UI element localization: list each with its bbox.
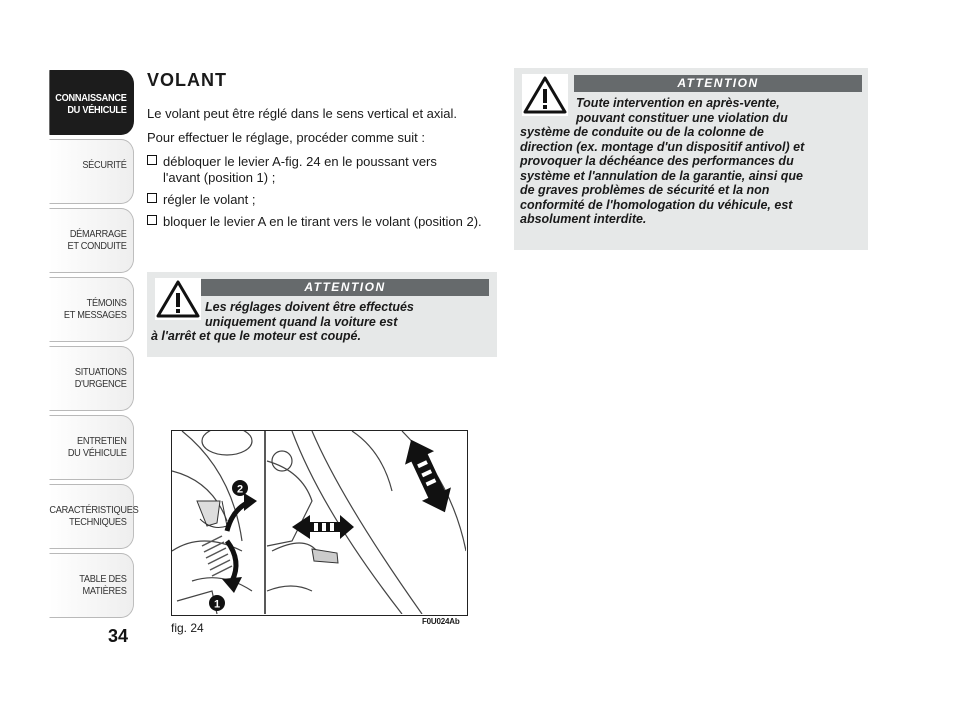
tab-temoins-et-messages[interactable] bbox=[49, 277, 134, 342]
tab-label-line2: D'URGENCE bbox=[74, 379, 127, 390]
warning-box-adjustment bbox=[147, 272, 497, 357]
tab-table-des-matieres[interactable] bbox=[49, 553, 134, 618]
tab-label-line2: ET CONDUITE bbox=[67, 241, 127, 252]
tab-label-line1: SÉCURITÉ bbox=[82, 160, 127, 171]
chapter-tabs bbox=[42, 70, 139, 622]
tab-label-line2: ET MESSAGES bbox=[63, 310, 127, 321]
warning-line: conformité de l'homologation du véhicule, est bbox=[520, 197, 793, 212]
marker-1-label: 1 bbox=[213, 598, 221, 611]
step-text-line1: régler le volant ; bbox=[163, 192, 256, 207]
warning-text bbox=[520, 96, 866, 227]
tab-label-line1: CARACTÉRISTIQUES bbox=[49, 505, 139, 516]
warning-line: de graves problèmes de sécurité et la non bbox=[520, 183, 770, 197]
tab-label-line1: SITUATIONS bbox=[74, 367, 127, 378]
tab-caracteristiques-techniques[interactable] bbox=[49, 484, 139, 549]
tab-entretien-du-vehicule[interactable] bbox=[49, 415, 134, 480]
figure-caption: fig. 24 bbox=[171, 621, 204, 635]
tab-label-line1: CONNAISSANCE bbox=[55, 93, 127, 104]
tab-securite[interactable] bbox=[49, 139, 134, 204]
checkbox-bullet-icon bbox=[147, 155, 157, 165]
checkbox-bullet-icon bbox=[147, 193, 157, 203]
steering-column-illustration bbox=[172, 431, 466, 614]
list-item bbox=[147, 192, 497, 208]
step-text-line1: bloquer le levier A en le tirant vers le volant (position 2). bbox=[163, 214, 482, 229]
warning-line: absolument interdite. bbox=[520, 212, 647, 226]
figure-steering-lever bbox=[171, 430, 468, 616]
warning-line: pouvant constituer une violation du bbox=[576, 110, 788, 125]
warning-line: système et l'annulation de la garantie, ainsi que bbox=[520, 168, 803, 183]
tab-label-line1: TÉMOINS bbox=[86, 298, 127, 309]
intro-paragraph: Le volant peut être réglé dans le sens vertical et axial. bbox=[147, 106, 458, 121]
step-text-line2: l'avant (position 1) ; bbox=[163, 170, 276, 185]
step-list bbox=[147, 154, 497, 236]
tab-connaissance-du-vehicule[interactable] bbox=[49, 70, 134, 135]
warning-line: système de conduite ou de la colonne de bbox=[520, 125, 764, 139]
warning-line: Toute intervention en après-vente, bbox=[576, 96, 780, 110]
tab-situations-d-urgence[interactable] bbox=[49, 346, 134, 411]
tab-label-line1: DÉMARRAGE bbox=[69, 229, 127, 240]
warning-box-after-sales bbox=[514, 68, 868, 250]
tab-label-line2: TECHNIQUES bbox=[69, 517, 127, 528]
warning-line: direction (ex. montage d'un dispositif antivol) et bbox=[520, 139, 805, 154]
list-item bbox=[147, 214, 497, 230]
section-title: VOLANT bbox=[147, 70, 227, 90]
warning-banner: ATTENTION bbox=[201, 279, 489, 296]
figure-code: F0U024Ab bbox=[422, 617, 460, 626]
list-item bbox=[147, 154, 497, 186]
tab-label-line2: DU VÉHICULE bbox=[67, 105, 127, 116]
warning-banner: ATTENTION bbox=[574, 75, 862, 92]
procedure-paragraph: Pour effectuer le réglage, procéder comme suit : bbox=[147, 130, 425, 145]
tab-label-line2: DU VÉHICULE bbox=[67, 448, 127, 459]
marker-2-label: 2 bbox=[236, 483, 244, 496]
tab-label-line1: ENTRETIEN bbox=[76, 436, 127, 447]
checkbox-bullet-icon bbox=[147, 215, 157, 225]
tab-label-line1: TABLE DES bbox=[79, 574, 127, 585]
warning-line: provoquer la déchéance des performances du bbox=[520, 154, 794, 168]
warning-line: uniquement quand la voiture est bbox=[205, 314, 398, 329]
step-text-line1: débloquer le levier A-fig. 24 en le poussant vers bbox=[163, 154, 437, 169]
tab-demarrage-et-conduite[interactable] bbox=[49, 208, 134, 273]
tab-label-line2: MATIÈRES bbox=[82, 586, 127, 597]
page-number: 34 bbox=[107, 626, 129, 646]
warning-text bbox=[151, 300, 491, 344]
warning-line: à l'arrêt et que le moteur est coupé. bbox=[151, 329, 361, 343]
warning-line: Les réglages doivent être effectués bbox=[205, 300, 414, 314]
